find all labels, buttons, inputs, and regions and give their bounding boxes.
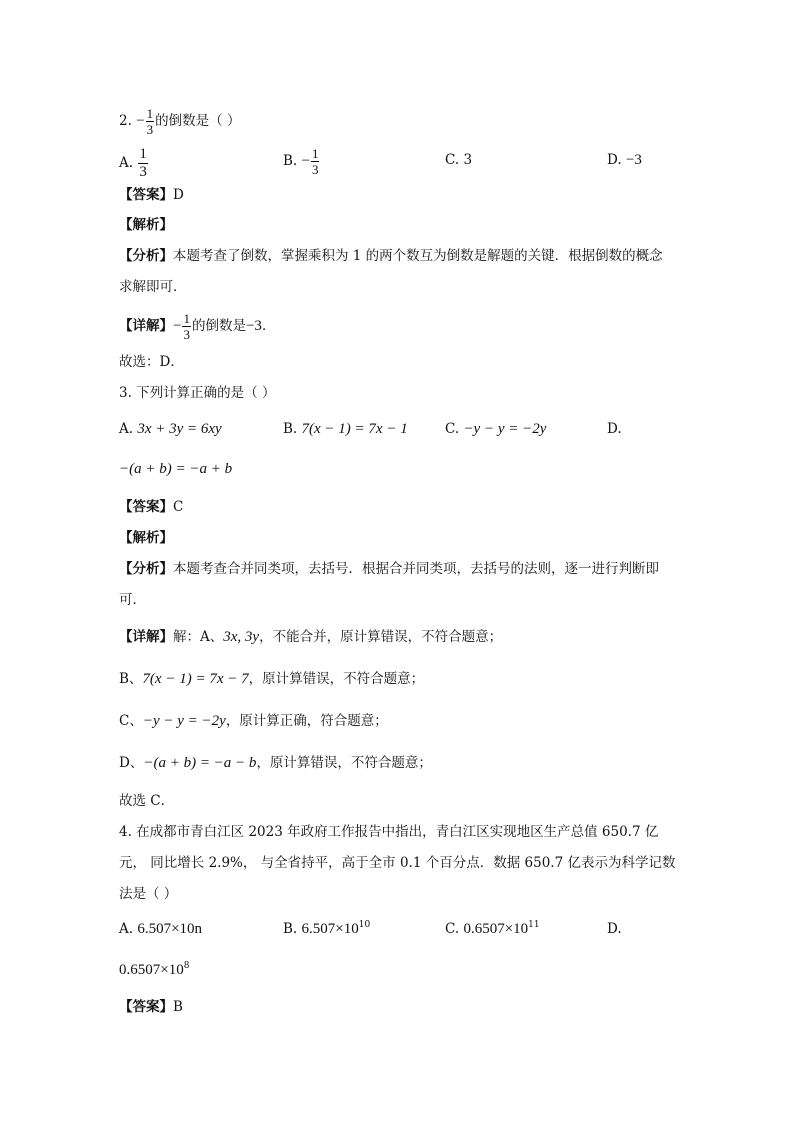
q3-answer [119,497,183,517]
q2-option-b-neg: − [301,153,310,169]
q2-option-a-fraction [138,147,148,180]
q3-detail-a-pre: 解：A、 [173,629,224,645]
q3-option-c [445,419,546,439]
q3-option-b [283,419,408,439]
q3-detail-a-post: ，不能合并，原计算错误，不符合题意； [259,629,503,645]
q2-stem [119,107,240,136]
q3-fenxi-line1 [119,559,659,579]
q4-stem-text3: 法是（ ） [119,886,178,902]
q3-option-a-label: A. [119,421,134,437]
q2-frac-num: 1 [146,106,154,121]
q4-option-b [283,919,370,939]
q4-option-b-exponent: 10 [358,920,371,930]
q4-option-d-expr-line [119,960,189,980]
q2-option-b-label: B. [283,153,298,169]
q4-answer-value: B [173,999,183,1015]
q2-conclusion-text: 故选：D． [119,354,184,370]
q2-detail-den: 3 [183,327,190,342]
q3-option-d-expr-line [119,459,232,479]
q2-option-c-label: C. [445,152,460,168]
q4-option-a-label: A. [119,921,134,937]
q2-answer-tag: 【答案】 [119,187,173,203]
q3-detail-a [119,627,502,647]
q4-stem-line2 [119,853,675,873]
q2-number: 2. [119,113,132,129]
q3-stem [119,383,275,403]
q2-option-d-label: D. [607,152,622,168]
q3-detail-b-expr: 7(x − 1) = 7x − 7 [142,671,249,687]
q2-analysis-heading [119,215,173,235]
q2-conclusion [119,352,184,372]
q2-option-c-value: 3 [463,152,473,168]
q2-a-num: 1 [139,146,147,162]
q3-option-d-label: D. [607,421,622,437]
q3-answer-tag: 【答案】 [119,499,173,515]
q4-option-d-label: D. [607,921,622,937]
q3-detail-a-expr: 3x, 3y [223,629,260,645]
q2-option-d [607,150,642,170]
q3-detail-b-post: ，原计算错误，不符合题意； [248,671,425,687]
q3-detail-b-pre: B、 [119,671,143,687]
q4-option-c-label: C. [445,921,460,937]
q2-fenxi-tag: 【分析】 [119,248,173,264]
q2-answer [119,185,184,205]
q4-stem-line3 [119,884,177,904]
q4-option-c-base: 0.6507×10 [463,921,529,937]
q2-fraction [146,107,155,136]
q2-detail-fraction [182,312,191,341]
q2-detail [119,312,275,341]
q2-detail-mid: 的倒数是 [191,318,246,334]
q3-option-c-label: C. [445,421,460,437]
q4-stem-line1 [119,822,658,842]
q3-analysis-heading [119,528,173,548]
q3-detail-d-pre: D、 [119,755,144,771]
q2-detail-num: 1 [183,311,190,326]
q3-detail-d-expr: −(a + b) = −a − b [143,755,257,771]
q3-fenxi-line2 [119,590,146,610]
q3-detail-c-post: ，原计算正确，符合题意； [225,713,388,729]
q2-fenxi-line2 [119,277,187,297]
q2-option-c [445,150,472,170]
q4-option-d-exponent: 8 [183,961,190,971]
q3-option-a [119,419,222,439]
q2-detail-value: −3 [245,318,262,334]
q4-option-b-label: B. [283,921,298,937]
q4-answer-tag: 【答案】 [119,999,173,1015]
q4-option-d [607,919,622,939]
q3-answer-value: C [173,499,184,515]
q4-answer [119,997,183,1017]
q2-b-num: 1 [311,146,319,161]
q2-detail-neg: − [173,318,182,334]
q2-option-a [119,147,149,180]
q3-detail-c [119,711,388,731]
q3-detail-d [119,753,432,773]
q3-stem-text: 3. 下列计算正确的是（ ） [119,385,276,401]
q2-fenxi-line1 [119,246,663,266]
q3-conclusion-text: 故选 C． [119,793,175,809]
q2-option-b-fraction [311,147,320,176]
q2-detail-tag: 【详解】 [119,318,173,334]
q4-option-b-base: 6.507×10 [301,921,359,937]
q4-option-c-exponent: 11 [528,920,540,930]
q3-fenxi-text1: 本题考查合并同类项，去括号．根据合并同类项，去括号的法则，逐一进行判断即 [173,561,659,577]
q3-conclusion [119,791,174,811]
q2-stem-text: 的倒数是（ ） [155,113,241,129]
q2-option-a-label: A. [119,155,134,171]
q3-detail-d-post: ，原计算错误，不符合题意； [256,755,432,771]
q2-detail-end: ． [261,318,276,334]
q2-b-den: 3 [311,162,319,177]
q4-option-d-base: 0.6507×10 [119,962,184,978]
q4-option-a [119,919,202,939]
q3-analysis-tag: 【解析】 [119,530,173,546]
q2-fenxi-text1: 本题考查了倒数，掌握乘积为 1 的两个数互为倒数是解题的关键．根据倒数的概念 [173,248,663,264]
q4-option-a-expr: 6.507×10n [137,921,203,937]
q4-stem-text1: 4. 在成都市青白江区 2023 年政府工作报告中指出，青白江区实现地区生产总值 650.7 亿 [119,824,659,840]
q2-option-b [283,147,320,176]
q3-fenxi-tag: 【分析】 [119,561,173,577]
q3-detail-b [119,669,424,689]
q3-option-b-expr: 7(x − 1) = 7x − 1 [301,421,408,437]
q3-option-c-expr: −y − y = −2y [463,421,547,437]
q2-fenxi-text2: 求解即可． [119,279,187,295]
q2-a-den: 3 [139,164,147,180]
q3-option-b-label: B. [283,421,298,437]
q3-detail-tag: 【详解】 [119,629,173,645]
q4-stem-text2: 元， 同比增长 2.9%， 与全省持平，高于全市 0.1 个百分点．数据 650.7 亿表示为科学记数 [119,855,676,871]
q2-neg-sign: − [136,113,145,129]
q3-option-a-expr: 3x + 3y = 6xy [137,421,222,437]
q4-option-c [445,919,540,939]
q2-answer-value: D [173,187,184,203]
q3-fenxi-text2: 可． [119,592,146,608]
q2-analysis-tag: 【解析】 [119,217,173,233]
q2-option-d-value: −3 [625,152,642,168]
q3-detail-c-expr: −y − y = −2y [142,713,226,729]
q3-option-d-expr: −(a + b) = −a + b [119,461,233,477]
q3-option-d [607,419,622,439]
q3-detail-c-pre: C、 [119,713,143,729]
q2-frac-den: 3 [146,122,154,137]
